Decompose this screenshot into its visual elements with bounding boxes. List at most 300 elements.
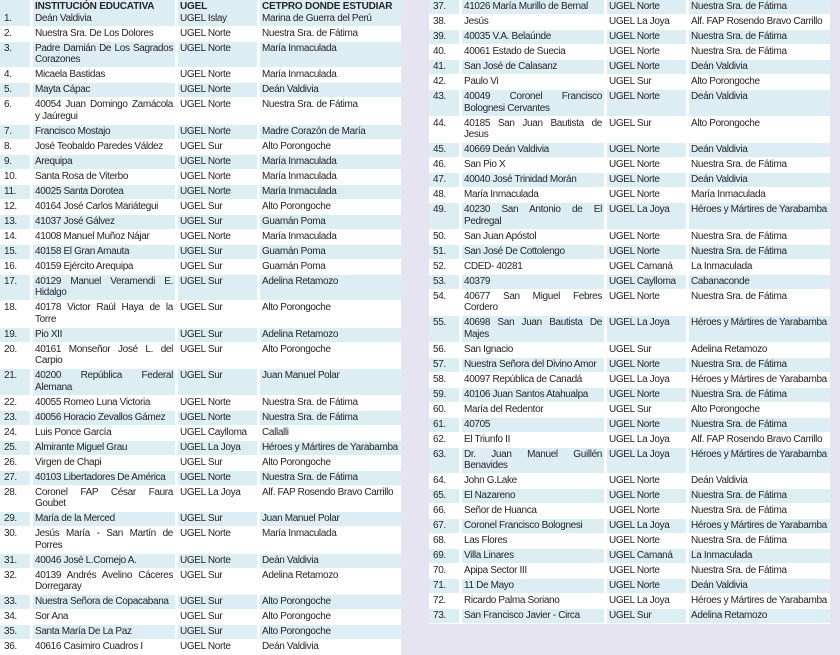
cetpro-cell: Héroes y Mártires de Yarabamba [691,595,827,606]
cetpro-cell: Nuestra Sra. de Fátima [262,99,358,110]
ugel-cell: UGEL Norte [607,143,686,157]
cetpro-cell: Héroes y Mártires de Yarabamba [689,316,830,342]
cetpro-cell: Juan Manuel Polar [260,369,401,395]
cetpro-cell: Nuestra Sra. de Fátima [691,230,787,242]
table-row [429,275,830,289]
institution-text: Deán Valdivia [35,12,92,24]
ugel-cell: UGEL La Joya [607,519,686,533]
table-row [429,534,830,548]
cetpro-text: Marina de Guerra del Perú [262,12,372,24]
ugel-cell: UGEL Norte [607,358,686,372]
institution-cell: San Ignacio [464,343,513,355]
cetpro-cell: Deán Valdivia [689,90,830,116]
ugel-cell: UGEL Norte [180,641,231,652]
table-left-column [0,0,401,655]
ugel-cell: UGEL Sur [609,117,652,129]
institution-cell: El Nazareno [462,489,604,503]
institution-cell: Villa Linares [462,549,604,563]
table-row [0,456,401,470]
institution-cell: 40040 José Trinidad Morán [462,173,604,187]
row-number: 51. [429,245,459,259]
ugel-cell: UGEL Norte [609,46,660,57]
cetpro-cell: La Inmaculada [689,549,830,563]
institution-cell: 41037 José Gálvez [33,215,175,229]
row-number: 14. [4,230,17,242]
row-number: 65. [429,489,459,503]
column-header-institution: INSTITUCIÓN EDUCATIVA [35,1,155,12]
row-number: 33. [0,595,30,609]
table-row [0,369,401,395]
cetpro-cell: Cabanaconde [689,275,830,289]
row-number: 13. [0,215,30,229]
cetpro-cell: Guamán Poma [260,245,401,259]
table-row [429,504,830,518]
table-row [0,275,401,301]
ugel-cell: UGEL Norte [609,565,660,576]
row-number: 7. [0,125,30,139]
institution-cell: 40061 Estado de Suecia [464,46,566,57]
institution-cell: Las Flores [464,535,508,546]
institution-cell: Pio XII [33,328,175,342]
table-row [429,418,830,432]
cetpro-cell: Juan Manuel Polar [260,512,401,526]
table-row [429,158,830,172]
ugel-cell [178,0,257,26]
table-row [429,245,830,259]
table-row [0,527,401,553]
cetpro-cell: Alto Porongoche [262,302,331,313]
cetpro-cell: Nuestra Sra. de Fátima [691,159,787,170]
row-number: 11. [0,185,30,199]
cetpro-cell: Nuestra Sra. de Fátima [689,0,830,14]
ugel-cell: UGEL Sur [180,343,223,355]
table-row [429,188,830,202]
row-number: 55. [429,316,459,342]
institution-cell: El Triunfo II [464,433,511,445]
row-number: 47. [429,173,459,187]
row-number: 36. [4,641,17,652]
row-number: 5. [0,83,30,97]
ugel-cell: UGEL Sur [178,625,257,639]
institution-cell: 40379 [462,275,604,289]
table-row [429,594,830,608]
table-row [429,519,830,533]
row-number: 29. [0,512,30,526]
table-row [0,512,401,526]
row-number: 42. [433,76,446,87]
institution-cell: Sor Ana [35,611,69,622]
row-number: 25. [0,441,30,455]
row-number: 16. [4,260,17,272]
cetpro-cell: Adelina Retamozo [262,569,339,581]
row-number: 49. [429,203,459,229]
row-number: 67. [429,519,459,533]
cetpro-cell: Nuestra Sra. de Fátima [689,418,830,432]
institution-cell: 11 De Mayo [462,579,604,593]
ugel-cell: UGEL Norte [607,30,686,44]
institution-cell: Nuestra Señora del Divino Amor [462,358,604,372]
ugel-cell: UGEL Norte [180,27,231,39]
row-number: 54. [433,290,446,302]
ugel-cell: UGEL Sur [609,76,652,87]
cetpro-cell: Héroes y Mártires de Yarabamba [689,203,830,229]
cetpro-cell: Alto Porongoche [262,200,331,212]
row-number: 61. [429,418,459,432]
institution-cell: John G.Lake [464,475,517,486]
ugel-cell: UGEL La Joya [609,433,670,445]
table-row [0,42,401,68]
institution-cell: 40164 José Carlos Mariátegui [35,200,159,212]
institution-cell: 40056 Horacio Zevallos Gámez [33,411,175,425]
row-number: 17. [0,275,30,301]
row-number: 48. [433,189,446,200]
row-number: 53. [429,275,459,289]
header-row [0,0,401,26]
institution-cell: Dr. Juan Manuel Guillén Benavides [464,448,602,471]
table-row [429,609,830,623]
ugel-cell: UGEL Norte [180,396,231,408]
cetpro-cell: Guamán Poma [262,260,326,272]
ugel-cell: UGEL Norte [607,0,686,14]
row-number: 23. [0,411,30,425]
cetpro-cell: Nuestra Sra. de Fátima [689,30,830,44]
cetpro-cell: María Inmaculada [260,185,401,199]
row-number: 66. [433,505,446,516]
cetpro-cell: María Inmaculada [262,230,337,242]
row-number: 69. [429,549,459,563]
table-row [0,471,401,485]
table-row [429,564,830,578]
institution-cell: San Juan Apóstol [464,230,537,242]
ugel-cell: UGEL Sur [180,140,223,152]
row-number: 43. [429,90,459,116]
table-row [429,260,830,274]
table-row [429,0,830,14]
cetpro-cell: Callalli [262,426,289,438]
cetpro-cell [260,0,401,26]
ugel-cell: UGEL Norte [609,230,660,242]
ugel-cell: UGEL Norte [607,60,686,74]
institution-cell: 40025 Santa Dorotea [33,185,175,199]
cetpro-cell: Alto Porongoche [262,140,331,152]
cetpro-cell: Nuestra Sra. de Fátima [691,290,787,302]
ugel-cell: UGEL Norte [607,90,686,116]
row-number: 56. [433,343,446,355]
institution-cell: Coronel FAP César Faura Goubet [35,486,173,509]
row-number: 71. [429,579,459,593]
institution-cell: Jesús María - San Martín de Porres [35,528,173,551]
ugel-cell: UGEL La Joya [607,316,686,342]
table-row [429,316,830,342]
row-number: 31. [0,554,30,568]
row-number: 57. [429,358,459,372]
table-row [429,489,830,503]
institution-cell: San José De Cottolengo [462,245,604,259]
institution-cell: Luis Ponce García [35,426,112,438]
institution-cell: Nuestra Sra. De Los Dolores [35,27,154,39]
ugel-cell: UGEL Sur [178,512,257,526]
cetpro-cell: María Inmaculada [262,170,337,182]
row-number: 24. [4,426,17,438]
institution-cell: Santa Rosa de Viterbo [35,170,129,182]
table-row [0,170,401,184]
ugel-cell: UGEL Norte [607,245,686,259]
table-row [0,200,401,214]
row-number: 45. [429,143,459,157]
cetpro-cell: Héroes y Mártires de Yarabamba [689,448,830,474]
row-number [0,0,30,26]
table-row [429,448,830,474]
ugel-cell: UGEL Sur [609,343,652,355]
institution-cell: Virgen de Chapi [35,456,102,468]
table-row [0,343,401,369]
cetpro-cell: María Inmaculada [691,189,766,200]
institution-cell: Jesús [464,16,489,27]
institution-cell: 40200 República Federal Alemana [35,370,173,393]
cetpro-cell: Alto Porongoche [262,343,331,355]
table-row [0,569,401,595]
ugel-cell: UGEL Sur [607,609,686,623]
ugel-cell: UGEL Norte [607,489,686,503]
ugel-cell: UGEL Norte [178,42,257,68]
table-row [429,173,830,187]
row-number: 37. [429,0,459,14]
table-row [429,15,830,29]
cetpro-cell: Héroes y Mártires de Yarabamba [689,519,830,533]
institution-cell: Mayta Cápac [33,83,175,97]
cetpro-cell: Nuestra Sra. de Fátima [691,565,787,576]
cetpro-cell: Deán Valdivia [689,173,830,187]
cetpro-cell: Alto Porongoche [260,595,401,609]
table-row [0,230,401,244]
ugel-cell: UGEL Sur [609,403,652,415]
table-row [429,203,830,229]
institution-cell: 40046 José L.Cornejo A. [33,554,175,568]
cetpro-cell: Nuestra Sra. de Fátima [260,471,401,485]
ugel-cell: UGEL La Joya [178,441,257,455]
row-number: 18. [4,302,17,313]
row-number: 70. [433,565,446,576]
cetpro-cell: Nuestra Sra. de Fátima [691,46,787,57]
ugel-cell: UGEL Norte [180,170,231,182]
ugel-cell: UGEL Norte [178,155,257,169]
cetpro-cell: Deán Valdivia [691,475,748,486]
ugel-cell: UGEL La Joya [607,203,686,229]
row-number: 58. [433,373,446,385]
institution-cell: Ricardo Palma Soriano [464,595,560,606]
cetpro-cell: Nuestra Sra. de Fátima [262,27,358,39]
institution-cell: San Pio X [464,159,506,170]
row-number: 46. [433,159,446,170]
table-row [0,610,401,624]
table-row [0,441,401,455]
cetpro-cell: Deán Valdivia [260,83,401,97]
table-row [0,411,401,425]
institution-cell: 40103 Libertadores De América [33,471,175,485]
table-row [0,426,401,440]
institution-cell: 40185 San Juan Bautista de Jesus [464,117,602,140]
cetpro-cell: Guamán Poma [260,215,401,229]
ugel-cell: UGEL La Joya [607,448,686,474]
ugel-cell: UGEL Norte [180,69,231,80]
cetpro-cell: Alto Porongoche [691,117,760,129]
table-row [0,68,401,82]
institution-cell: 40698 San Juan Bautista De Majes [464,317,602,340]
table-row [429,45,830,59]
cetpro-cell: Deán Valdivia [689,60,830,74]
row-number: 60. [433,403,446,415]
institution-cell: Almirante Miguel Grau [33,441,175,455]
institution-cell: 41008 Manuel Muñoz Nájar [35,230,150,242]
cetpro-cell: Alto Porongoche [262,456,331,468]
ugel-text: UGEL Islay [180,12,227,24]
ugel-cell: UGEL Norte [609,535,660,546]
institution-cell: Padre Damián De Los Sagrados Corazones [35,42,173,65]
institution-cell: Francisco Mostajo [33,125,175,139]
table-row [0,140,401,154]
cetpro-cell: Alto Porongoche [260,625,401,639]
cetpro-cell: Deán Valdivia [262,641,319,652]
ugel-cell: UGEL Norte [178,83,257,97]
row-number: 72. [433,595,446,606]
table-row [429,30,830,44]
institution-cell: 40230 San Antonio de El Pedregal [464,204,602,227]
institution-cell: Arequipa [33,155,175,169]
institution-cell: 40055 Romeo Luna Victoria [35,396,151,408]
institution-cell: 40129 Manuel Veramendi E. Hidalgo [35,275,173,298]
ugel-cell: UGEL La Joya [609,16,670,27]
table-row [429,358,830,372]
row-number: 40. [433,46,446,57]
cetpro-cell: Héroes y Mártires de Yarabamba [691,373,827,385]
ugel-cell: UGEL Sur [178,328,257,342]
table-row [429,75,830,89]
table-row [429,290,830,316]
row-number: 3. [0,42,30,68]
table-row [0,185,401,199]
table-row [0,625,401,639]
ugel-cell: UGEL Sur [178,595,257,609]
header-spacer [4,1,28,13]
row-number: 62. [433,433,446,445]
table-row [429,90,830,116]
table-row [0,215,401,229]
ugel-cell: UGEL Caylloma [180,426,247,438]
row-number: 34. [4,611,17,622]
institution-cell: 40106 Juan Santos Atahualpa [462,388,604,402]
table-row [429,474,830,488]
institution-cell: María Inmaculada [464,189,539,200]
cetpro-cell: Alf. FAP Rosendo Bravo Carrillo [691,433,823,445]
institution-cell: José Teobaldo Paredes Váldez [35,140,163,152]
institution-cell: 40677 San Miguel Febres Cordero [464,290,602,313]
cetpro-cell: Adelina Retamozo [689,609,830,623]
table-row [429,343,830,357]
cetpro-cell: La Inmaculada [691,260,753,272]
table-row [429,60,830,74]
ugel-cell: UGEL Norte [180,99,231,110]
institution-cell: Santa María De La Paz [33,625,175,639]
ugel-cell: UGEL Sur [178,215,257,229]
row-number: 12. [4,200,17,212]
cetpro-cell: Deán Valdivia [260,554,401,568]
cetpro-cell: Nuestra Sra. de Fátima [689,489,830,503]
row-number: 38. [433,16,446,27]
ugel-cell: UGEL Norte [609,475,660,486]
row-number: 59. [429,388,459,402]
table-row [0,27,401,41]
institution-cell: Coronel Francisco Bolognesi [462,519,604,533]
row-number: 10. [4,170,17,182]
cetpro-cell: Alf. FAP Rosendo Bravo Carrillo [691,16,823,27]
row-number: 63. [429,448,459,474]
institution-cell: CDED- 40281 [464,260,523,272]
table-row [0,83,401,97]
cetpro-cell: Nuestra Sra. de Fátima [689,245,830,259]
row-number: 73. [429,609,459,623]
table-row [0,328,401,342]
cetpro-cell: Deán Valdivia [689,143,830,157]
row-number: 21. [0,369,30,395]
row-number: 64. [433,475,446,486]
ugel-cell: UGEL La Joya [609,595,670,606]
institution-cell: María de la Merced [33,512,175,526]
row-number: 28. [4,486,17,498]
table-row [429,230,830,244]
cetpro-cell: María Inmaculada [260,42,401,68]
row-number: 20. [4,343,17,355]
ugel-cell: UGEL Norte [607,579,686,593]
ugel-cell: UGEL Sur [180,611,223,622]
ugel-cell: UGEL Norte [178,125,257,139]
cetpro-cell: Nuestra Sra. de Fátima [689,358,830,372]
institution-cell: 40669 Deán Valdivia [462,143,604,157]
row-number: 27. [0,471,30,485]
table-row [429,403,830,417]
cetpro-cell: Nuestra Sra. de Fátima [691,505,787,516]
row-number: 68. [433,535,446,546]
row-number: 41. [429,60,459,74]
ugel-cell: UGEL Caylloma [607,275,686,289]
cetpro-cell: Alto Porongoche [691,76,760,87]
institution-cell: San José de Calasanz [462,60,604,74]
ugel-cell: UGEL La Joya [180,486,241,498]
cetpro-cell: Nuestra Sra. de Fátima [262,396,358,408]
institution-cell: 40616 Casimiro Cuadros I [35,641,143,652]
row-number: 8. [4,140,12,152]
table-row [429,549,830,563]
institution-cell: San Francisco Javier - Circa [462,609,604,623]
row-number: 19. [0,328,30,342]
cetpro-cell: Alf. FAP Rosendo Bravo Carrillo [262,486,394,498]
row-number: 52. [433,260,446,272]
row-number: 2. [4,27,12,39]
ugel-cell: UGEL Norte [607,418,686,432]
institution-cell: Apipa Sector III [464,565,527,576]
row-number: 22. [4,396,17,408]
institution-cell: 40054 Juan Domingo Zamácola y Jaúregui [35,99,173,122]
institution-cell: 40161 Monseñor José L. del Carpio [35,343,173,366]
row-number: 32. [4,569,17,581]
cetpro-cell: Nuestra Sra. de Fátima [689,388,830,402]
ugel-cell: UGEL Norte [178,411,257,425]
table-row [0,245,401,259]
row-number: 6. [4,99,12,110]
table-row [429,388,830,402]
table-right-column [429,0,830,624]
ugel-cell: UGEL Sur [180,302,223,313]
table-row [429,117,830,143]
